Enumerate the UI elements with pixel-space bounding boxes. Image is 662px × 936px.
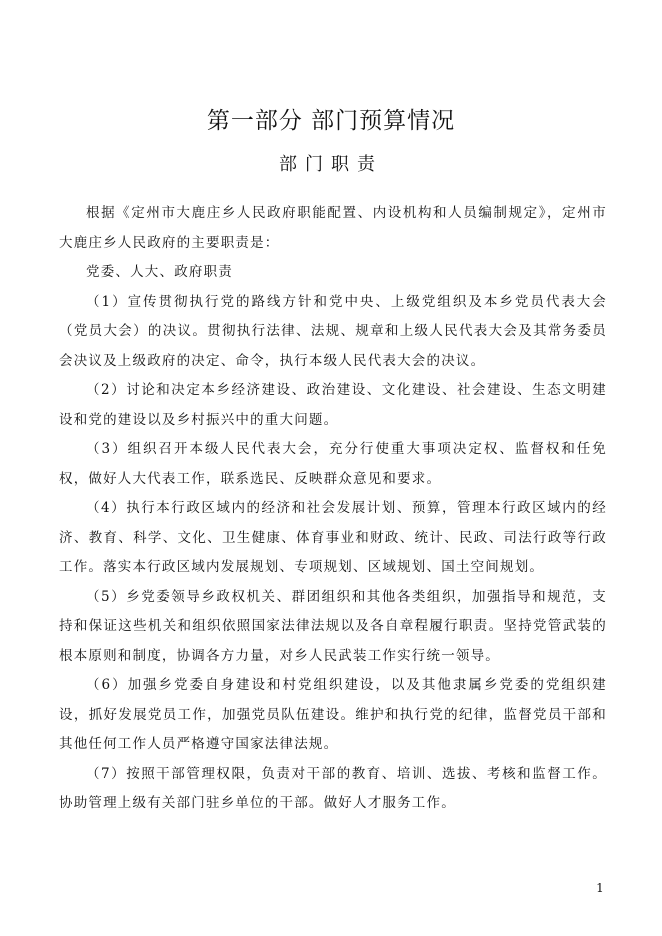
section-heading: 部门职责 [279,154,383,175]
duty-paragraph-2: （2）讨论和决定本乡经济建设、政治建设、文化建设、社会建设、生态文明建设和党的建设以及乡村振兴中的重大问题。 [59,382,607,428]
duties-heading: 党委、人大、政府职责 [86,264,233,280]
body-text [59,199,607,819]
page-number: 1 [596,881,604,895]
duty-paragraph-4: （4）执行本行政区域内的经济和社会发展计划、预算，管理本行政区域内的经济、教育、科学、文化、卫生健康、体育事业和财政、统计、民政、司法行政等行政工作。落实本行政区域内发展规划、专项规划、区域规划、国土空间规划。 [59,500,607,575]
duty-paragraph-1: （1）宣传贯彻执行党的路线方针和党中央、上级党组织及本乡党员代表大会（党员大会）的决议。贯彻执行法律、法规、规章和上级人民代表大会及其常务委员会决议及上级政府的决定、命令，执行本级人民代表大会的决议。 [59,293,607,369]
page-title: 第一部分 部门预算情况 [206,108,456,134]
duty-paragraph-3: （3）组织召开本级人民代表大会，充分行使重大事项决定权、监督权和任免权，做好人大代表工作，联系选民、反映群众意见和要求。 [59,441,607,487]
duty-paragraph-5: （5）乡党委领导乡政权机关、群团组织和其他各类组织，加强指导和规范，支持和保证这些机关和组织依照国家法律法规以及各自章程履行职责。坚持党管武装的根本原则和制度，协调各方力量，对乡人民武装工作实行统一领导。 [59,588,607,664]
intro-paragraph: 根据《定州市大鹿庄乡人民政府职能配置、内设机构和人员编制规定》，定州市大鹿庄乡人民政府的主要职责是： [59,205,607,251]
duty-paragraph-7: （7）按照干部管理权限，负责对干部的教育、培训、选拔、考核和监督工作。协助管理上级有关部门驻乡单位的干部。做好人才服务工作。 [59,765,607,811]
duty-paragraph-6: （6）加强乡党委自身建设和村党组织建设，以及其他隶属乡党委的党组织建设，抓好发展党员工作，加强党员队伍建设。维护和执行党的纪律，监督党员干部和其他任何工作人员严格遵守国家法律法规。 [59,677,607,752]
